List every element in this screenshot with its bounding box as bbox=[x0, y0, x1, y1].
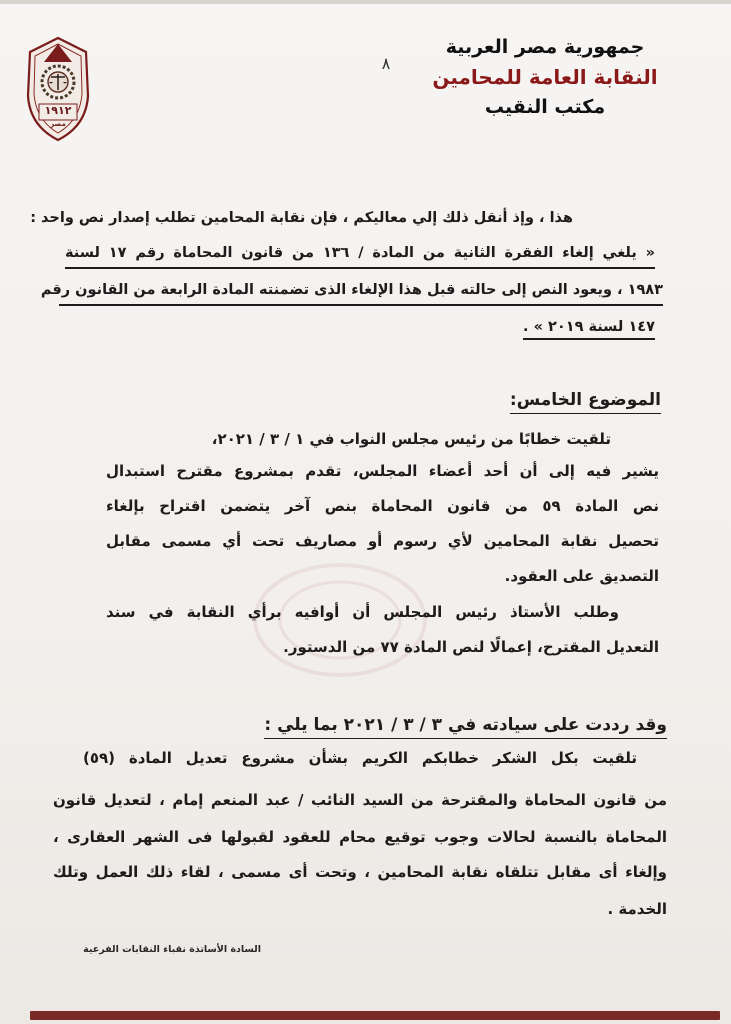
reply-line-1-text: تلقيت بكل الشكر خطابكم الكريم بشأن مشروع تعديل المادة (٥٩) bbox=[83, 749, 637, 767]
intro-line-4 bbox=[523, 316, 655, 338]
letterhead bbox=[415, 32, 675, 122]
section-five-line-1: تلقيت خطابًا من رئيس مجلس النواب في ١ / ٣ / ٢٠٢١، bbox=[211, 430, 611, 448]
top-edge-line bbox=[0, 0, 731, 4]
section-five-line-6 bbox=[106, 601, 659, 623]
section-five-line-7: التعديل المقترح، إعمالًا لنص المادة ٧٧ من الدستور. bbox=[283, 638, 659, 656]
section-five-line-4 bbox=[106, 530, 659, 552]
intro-line-2-text: « يلغي إلغاء الفقرة الثانية من المادة / ١٣٦ من قانون المحاماة رقم ١٧ لسنة bbox=[65, 245, 656, 261]
reply-line-2 bbox=[53, 789, 667, 811]
emblem-year: ١٩١٢ bbox=[44, 104, 72, 117]
letterhead-union: النقابة العامة للمحامين bbox=[432, 65, 658, 89]
emblem-label: مصر bbox=[50, 120, 66, 128]
intro-line-4-text: ١٤٧ لسنة ٢٠١٩ » . bbox=[523, 319, 655, 340]
reply-line-2-text: من قانون المحاماة والمقترحة من السيد النائب / عبد المنعم إمام ، لتعديل قانون bbox=[53, 791, 667, 809]
intro-line-2 bbox=[65, 242, 655, 269]
reply-line-4-text: وإلغاء أى مقابل تتلقاه نقابة المحامين ، وتحت أى مسمى ، لقاء ذلك العمل وتلك bbox=[53, 863, 667, 881]
section-five-line-5: التصديق على العقود. bbox=[504, 567, 659, 585]
reply-heading: وقد رددت على سيادته في ٣ / ٣ / ٢٠٢١ بما يلي : bbox=[264, 713, 667, 739]
letterhead-country: جمهورية مصر العربية bbox=[445, 36, 645, 58]
letterhead-office: مكتب النقيب bbox=[484, 96, 606, 118]
reply-line-3-text: المحاماة بالنسبة لحالات وجوب توقيع محام للعقود لقبولها فى الشهر العقارى ، bbox=[53, 828, 667, 846]
reply-line-4 bbox=[53, 861, 667, 883]
reply-line-5: الخدمة . bbox=[607, 900, 667, 918]
reply-line-1 bbox=[83, 747, 667, 769]
section-five-line-4-text: تحصيل نقابة المحامين لأي رسوم أو مصاريف تحت أي مسمى مقابل bbox=[106, 532, 659, 550]
section-five-line-2-text: يشير فيه إلى أن أحد أعضاء المجلس، تقدم بمشروع مقترح استبدال bbox=[106, 462, 659, 480]
bottom-border-bar bbox=[30, 1011, 720, 1020]
section-five-line-3-text: نص المادة ٥٩ من قانون المحاماة بنص آخر يتضمن اقتراح بإلغاء bbox=[106, 497, 659, 515]
intro-line-3-text: ١٩٨٣ ، ويعود النص إلى حالته قبل هذا الإلغاء الذى تضمنته المادة الرابعة من القانون رقم bbox=[40, 282, 663, 298]
intro-line-3 bbox=[40, 279, 663, 306]
section-five-line-3 bbox=[106, 495, 659, 517]
page-number: ٨ bbox=[381, 54, 391, 73]
intro-line-1: هذا ، وإذ أنقل ذلك إلي معاليكم ، فإن نقابة المحامين تطلب إصدار نص واحد : bbox=[30, 210, 573, 226]
section-five-line-2 bbox=[106, 460, 659, 482]
section-five-heading: الموضوع الخامس: bbox=[510, 388, 661, 414]
bar-association-emblem bbox=[24, 34, 92, 144]
section-five-line-6-text: وطلب الأستاذ رئيس المجلس أن أوافيه برأي النقابة في سند bbox=[106, 603, 619, 621]
reply-line-3 bbox=[53, 826, 667, 848]
footer-recipients-note: السادة الأساتذة نقباء النقابات الفرعية bbox=[83, 944, 261, 955]
